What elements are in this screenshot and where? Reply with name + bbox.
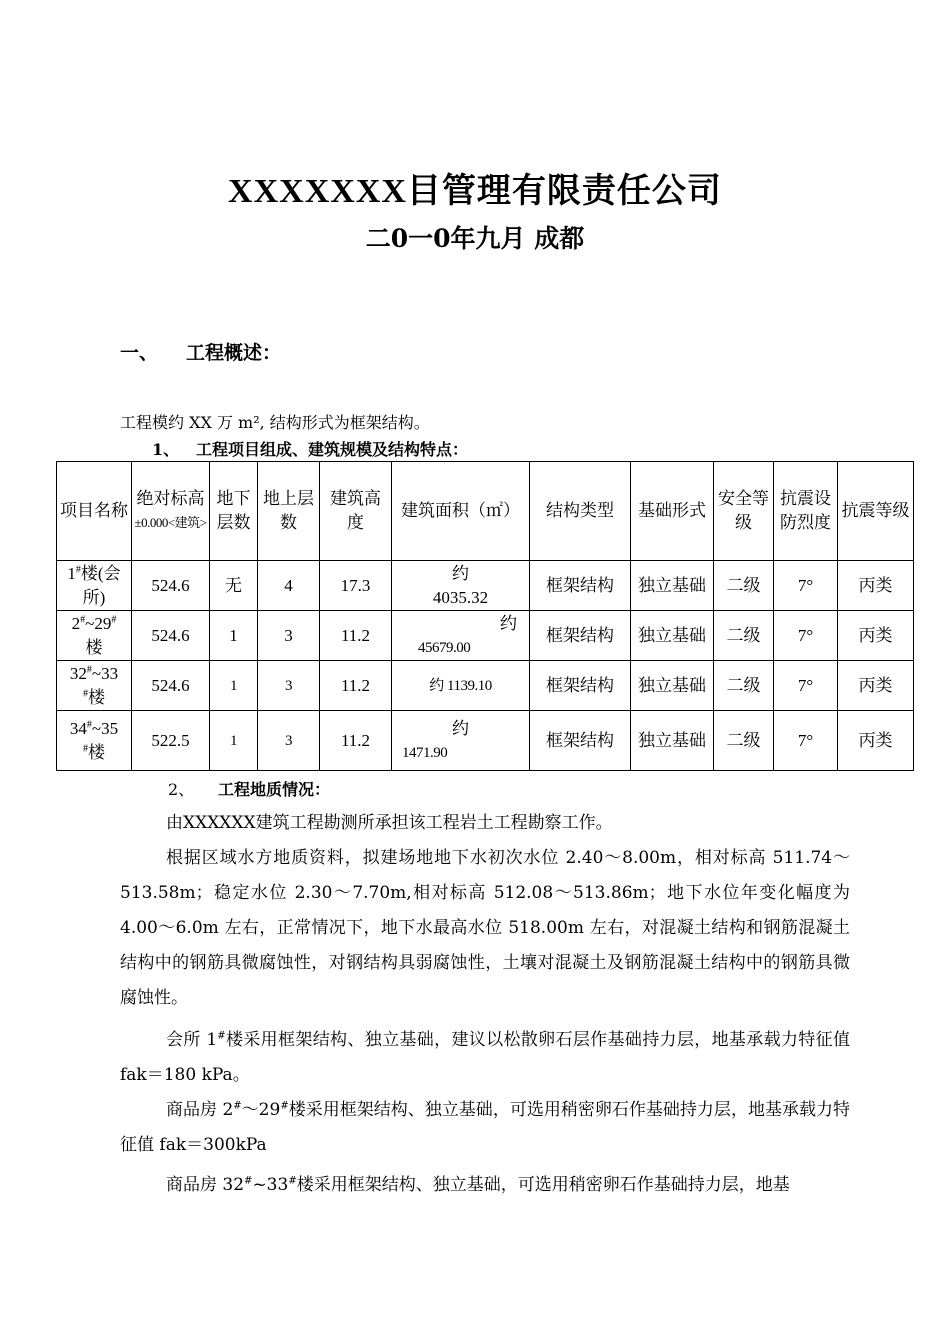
table-cell: 二级 bbox=[714, 661, 774, 711]
table-cell: 框架结构 bbox=[530, 561, 631, 611]
table-cell: 7° bbox=[774, 561, 838, 611]
table-cell: 7° bbox=[774, 661, 838, 711]
header-cell: 建筑面积（㎡） bbox=[392, 462, 530, 561]
table-cell: 1 bbox=[210, 611, 258, 661]
table-cell: 524.6 bbox=[132, 611, 210, 661]
table-cell: 丙类 bbox=[838, 661, 914, 711]
header-cell: 项目名称 bbox=[57, 462, 132, 561]
subsection-number: 2、 bbox=[168, 780, 195, 799]
table-cell: 框架结构 bbox=[530, 661, 631, 711]
table-cell: 丙类 bbox=[838, 561, 914, 611]
table-cell: 524.6 bbox=[132, 661, 210, 711]
subsection-number: 1、 bbox=[152, 440, 180, 459]
header-cell: 安全等级 bbox=[714, 462, 774, 561]
table-cell: 二级 bbox=[714, 561, 774, 611]
table-cell: 11.2 bbox=[320, 611, 392, 661]
document-subtitle: 二0一0年九月 成都 bbox=[365, 224, 585, 253]
paragraph-survey: 由XXXXXX建筑工程勘测所承担该工程岩土工程勘察工作。 bbox=[166, 813, 613, 833]
section-number: 一、 bbox=[120, 342, 159, 364]
header-cell: 建筑高度 bbox=[320, 462, 392, 561]
project-table bbox=[56, 461, 914, 771]
table-cell: 约 1139.10 bbox=[392, 661, 530, 711]
table-cell: 约 45679.00 bbox=[392, 611, 530, 661]
table-cell: 3 bbox=[258, 611, 320, 661]
table-cell: 1 bbox=[210, 661, 258, 711]
section-heading bbox=[120, 338, 281, 365]
table-cell: 框架结构 bbox=[530, 611, 631, 661]
table-cell: 7° bbox=[774, 611, 838, 661]
table-cell: 1 bbox=[210, 711, 258, 771]
table-cell: 524.6 bbox=[132, 561, 210, 611]
table-cell: 4 bbox=[258, 561, 320, 611]
table-cell: 二级 bbox=[714, 611, 774, 661]
paragraph-commercial-1: 商品房 2#～29#楼采用框架结构、独立基础，可选用稍密卵石作基础持力层，地基承载力特征值 fak＝300kPa bbox=[120, 1100, 850, 1155]
table-cell: 丙类 bbox=[838, 611, 914, 661]
paragraph-clubhouse: 会所 1#楼采用框架结构、独立基础，建议以松散卵石层作基础持力层，地基承载力特征值 fak＝180 kPa。 bbox=[120, 1030, 850, 1085]
section-title: 工程概述： bbox=[186, 342, 282, 364]
paragraph-commercial-2: 商品房 32#~33#楼采用框架结构、独立基础，可选用稍密卵石作基础持力层，地基 bbox=[166, 1175, 790, 1195]
table-row bbox=[57, 661, 914, 711]
header-cell: 绝对标高 ±0.000<建筑> bbox=[132, 462, 210, 561]
table-cell: 7° bbox=[774, 711, 838, 771]
subsection-title: 工程项目组成、建筑规模及结构特点： bbox=[196, 440, 469, 459]
table-cell: 独立基础 bbox=[631, 611, 714, 661]
table-row bbox=[57, 611, 914, 661]
subsection-heading-2 bbox=[168, 777, 330, 800]
table-cell: 独立基础 bbox=[631, 661, 714, 711]
subsection-heading bbox=[152, 437, 468, 460]
table-cell: 约 1471.90 bbox=[392, 711, 530, 771]
intro-text: 工程模约 XX 万 m², 结构形式为框架结构。 bbox=[120, 413, 430, 432]
table-row bbox=[57, 561, 914, 611]
header-cell: 结构类型 bbox=[530, 462, 631, 561]
table-cell: 框架结构 bbox=[530, 711, 631, 771]
table-cell: 3 bbox=[258, 711, 320, 771]
table-cell: 32#~33 #楼 bbox=[57, 661, 132, 711]
header-cell: 基础形式 bbox=[631, 462, 714, 561]
table-cell: 二级 bbox=[714, 711, 774, 771]
table-cell: 约 4035.32 bbox=[392, 561, 530, 611]
table-cell: 34#~35 #楼 bbox=[57, 711, 132, 771]
table-cell: 3 bbox=[258, 661, 320, 711]
table-cell: 522.5 bbox=[132, 711, 210, 771]
header-cell: 抗震等级 bbox=[838, 462, 914, 561]
table-cell: 独立基础 bbox=[631, 711, 714, 771]
document-title: XXXXXXX目管理有限责任公司 bbox=[228, 173, 722, 210]
paragraph-groundwater: 根据区域水方地质资料，拟建场地地下水初次水位 2.40～8.00m，相对标高 511.74～513.58m；稳定水位 2.30～7.70m,相对标高 512.08～513.86m；地下水位年变化幅度为 4.00～6.0m 左右，正常情况下，地下水最高水位 518.00m 左右，对混凝土结构和钢筋混凝土结构中的钢筋具微腐蚀性，对钢结构具弱腐蚀性，土壤对混凝土及钢筋混凝土结构中的钢筋具微腐蚀性。 bbox=[120, 848, 850, 1008]
table-cell: 独立基础 bbox=[631, 561, 714, 611]
table-cell: 11.2 bbox=[320, 711, 392, 771]
table-header-row bbox=[57, 462, 914, 561]
table-cell: 2#~29# 楼 bbox=[57, 611, 132, 661]
table-cell: 1#楼(会所) bbox=[57, 561, 132, 611]
table-cell: 丙类 bbox=[838, 711, 914, 771]
table-cell: 11.2 bbox=[320, 661, 392, 711]
subsection-title: 工程地质情况： bbox=[218, 780, 331, 799]
header-cell: 地下层数 bbox=[210, 462, 258, 561]
table-cell: 无 bbox=[210, 561, 258, 611]
table-row bbox=[57, 711, 914, 771]
table-cell: 17.3 bbox=[320, 561, 392, 611]
header-cell: 抗震设防烈度 bbox=[774, 462, 838, 561]
header-cell: 地上层数 bbox=[258, 462, 320, 561]
